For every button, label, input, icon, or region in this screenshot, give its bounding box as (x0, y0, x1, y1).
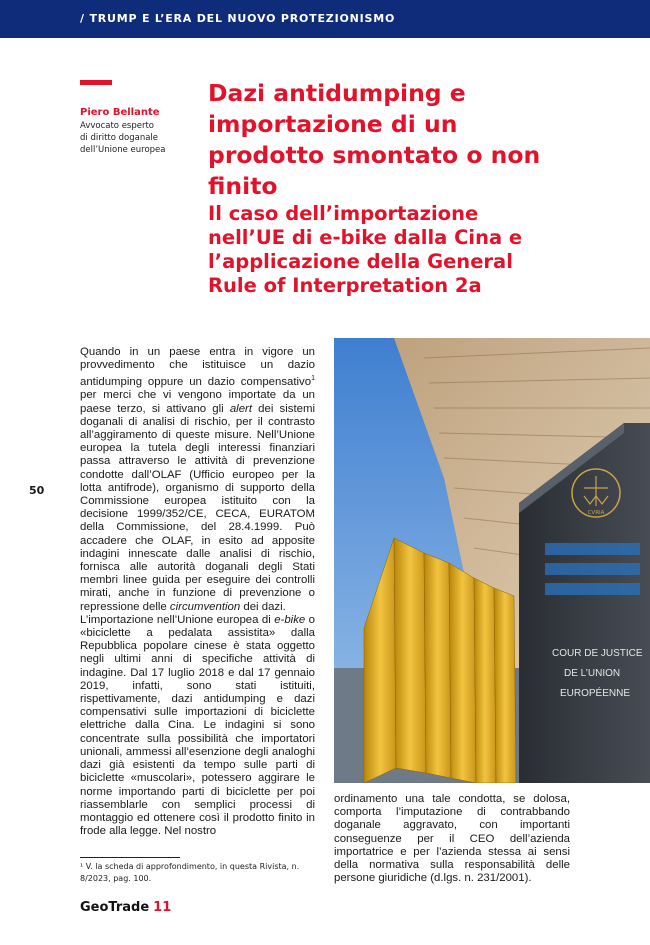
article-subtitle: Il caso dell’importazione nell’UE di e-bike dalla Cina e l’applicazione della General Rule of Interpretation 2a (208, 202, 523, 297)
paragraph-2: L’importazione nell’Unione europea di e-bike o «biciclette a pedalata assistita» dalla Repubblica popolare cinese è stata oggetto negli ultimi anni di specifiche attività di indagine. Dal 17 luglio 2018 e dal 17 gennaio 2019, infatti, sono stati istituiti, rispettivamente, dazi antidumping e dazi compensativi sulle importazioni di biciclette elettriche dalla Cina. Le indagini si sono concentrate sulla possibilità che importatori unionali, ammessi all’esenzione degli analoghi dazi già esistenti da tempo sulle parti di biciclette «muscolari», potessero aggirare le norme importando parti di biciclette per poi riassemblarle con semplici processi di montaggio ed ottenere così il prodotto finito in frode alla legge. Nel nostro (80, 613, 315, 838)
issue-number: 11 (153, 900, 172, 915)
footnote-ref: 1 (311, 375, 315, 383)
author-name: Piero Bellante (80, 107, 160, 118)
sign-line-1: COUR DE JUSTICE (552, 648, 643, 659)
accent-bar (80, 80, 112, 85)
body-column-2: ordinamento una tale condotta, se dolosa, comporta l’imputazione di contrabbando doganale aggravato, con importanti conseguenze per il CEO dell’azienda importatrice e per l’azienda stessa ai sensi della normativa sulla responsabilità delle persone giuridiche (d.lgs. n. 231/2001). (334, 793, 570, 885)
sign-line-3: EUROPÉENNE (560, 688, 631, 699)
author-description: Avvocato esperto di diritto doganale dell’Unione europea (80, 121, 166, 155)
footnote-divider (80, 857, 180, 858)
court-of-justice-photo (334, 338, 650, 783)
brand-name: GeoTrade (80, 900, 150, 915)
article-title: Dazi antidumping e importazione di un prodotto smontato o non finito (208, 79, 541, 200)
emblem-text: CVRIA (587, 510, 605, 516)
page-number: 50 (29, 484, 45, 497)
footnote: ¹ V. la scheda di approfondimento, in questa Rivista, n. 8/2023, pag. 100. (80, 862, 300, 883)
body-column-1 (80, 346, 315, 838)
brand-footer (80, 900, 171, 915)
sign-line-2: DE L’UNION (564, 668, 621, 679)
paragraph-1: Quando in un paese entra in vigore un provvedimento che istituisce un dazio antidumping oppure un dazio compensativo$^1$ per merci che vi vengono importate da un paese terzo, si attivano gli alert dei sistemi doganali di analisi di rischio, per il contrasto all’aggiramento di queste misure. Nell’Unione europea la tutela degli interessi finanziari passa attraverso le attività di prevenzione condotte dall’OLAF (Ufficio europeo per la lotta antifrode), organismo di supporto della Commissione europea istituito con la decisione 1999/352/CE, CECA, EURATOM della Commissione, del 28.4.1999. Può accadere che OLAF, in esito ad apposite indagini innescate dalle analisi di rischio, fornisca alle autorità doganali degli Stati membri linee guida per eseguire dei controlli mirati, anche in funzione di prevenzione o repressione delle circumvention dei dazi. (80, 346, 315, 613)
section-header-bar (0, 0, 650, 38)
section-title: / TRUMP E L’ERA DEL NUOVO PROTEZIONISMO (80, 12, 396, 25)
